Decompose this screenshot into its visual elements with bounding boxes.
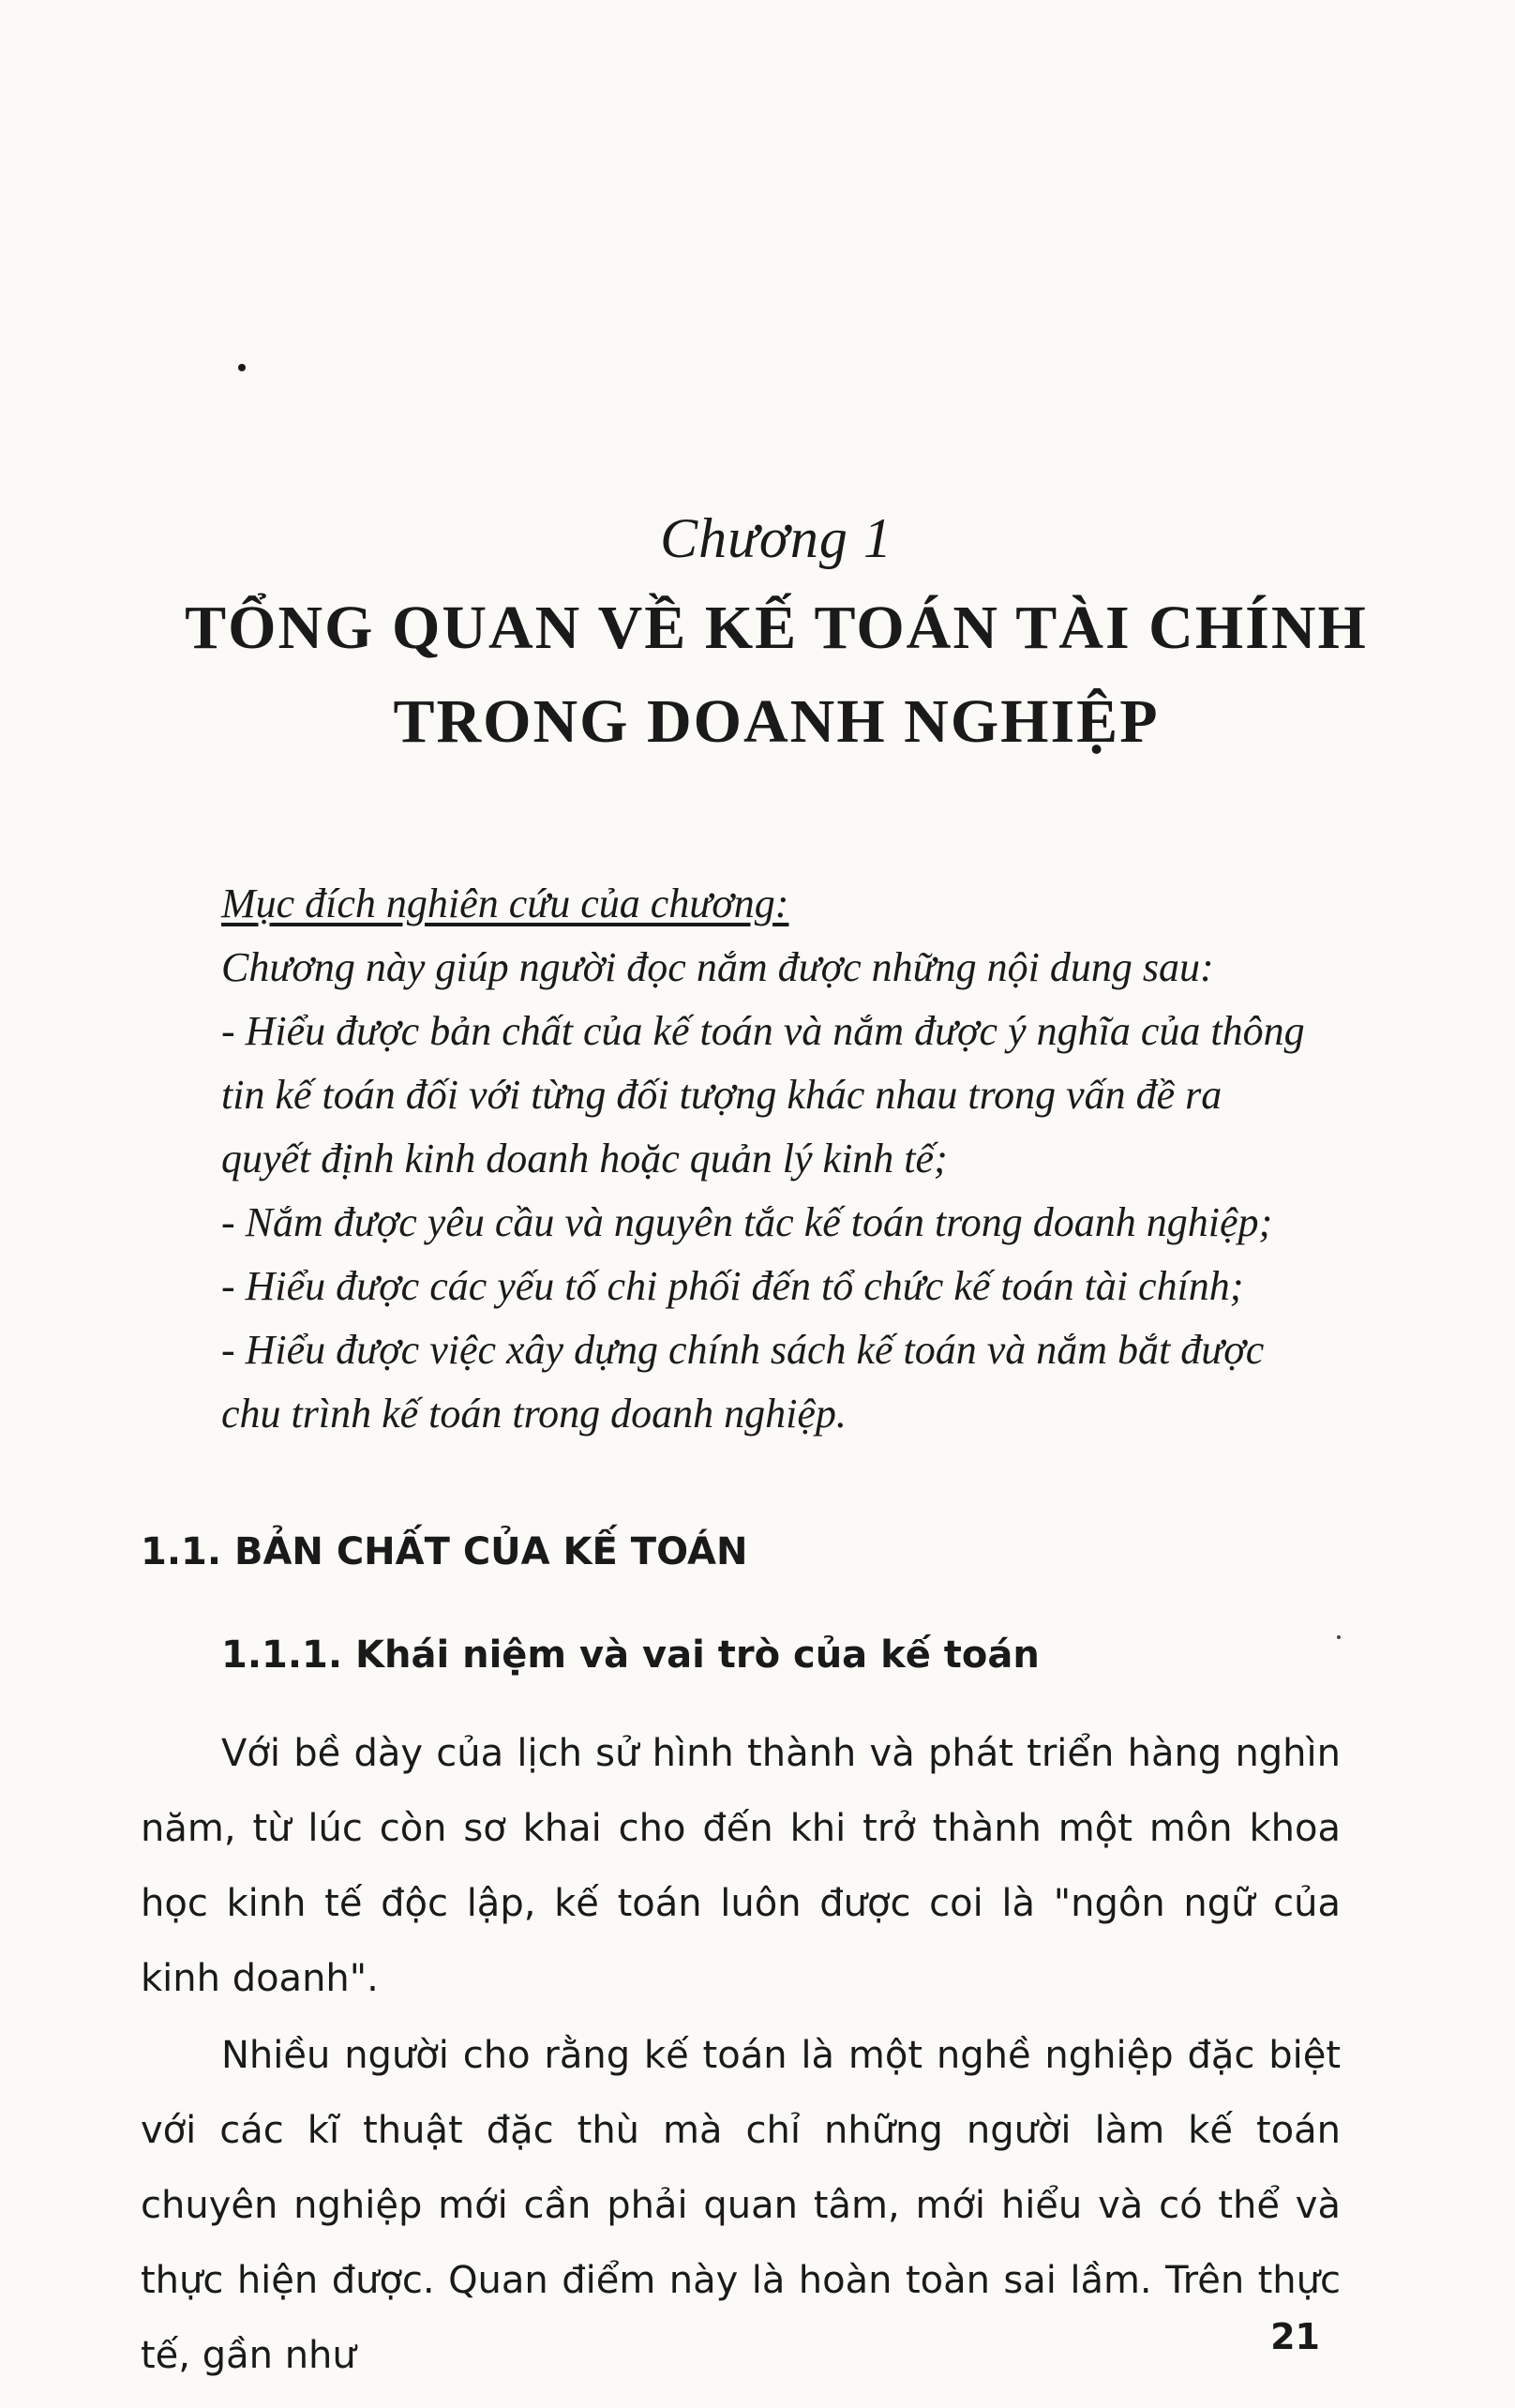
chapter-title xyxy=(19,581,1515,769)
subsection-heading: 1.1.1. Khái niệm và vai trò của kế toán xyxy=(221,1633,1040,1677)
paragraph-text: Với bề dày của lịch sử hình thành và phát triển hàng nghìn năm, từ lúc còn sơ khai cho đến khi trở thành một môn khoa học kinh tế độc lập, kế toán luôn được coi là "ngôn ngữ của kinh doanh". xyxy=(141,1732,1341,2000)
objectives-line: - Hiểu được các yếu tố chi phối đến tổ chức kế toán tài chính; xyxy=(221,1263,1244,1309)
ink-speck xyxy=(1337,1635,1341,1639)
chapter-title-line-2: TRONG DOANH NGHIỆP xyxy=(393,687,1160,756)
objectives-line: - Nắm được yêu cầu và nguyên tắc kế toán trong doanh nghiệp; xyxy=(221,1199,1273,1245)
body-paragraph xyxy=(141,1716,1341,2016)
objectives-line: Chương này giúp người đọc nắm được những nội dung sau: xyxy=(221,944,1214,990)
paragraph-text: Nhiều người cho rằng kế toán là một nghề nghiệp đặc biệt với các kĩ thuật đặc thù mà chỉ những người làm kế toán chuyên nghiệp mới cần phải quan tâm, mới hiểu và có thể và thực hiện được. Quan điểm này là hoàn toàn sai lầm. Trên thực tế, gần như xyxy=(141,2034,1341,2377)
chapter-label: Chương 1 xyxy=(660,507,892,569)
objectives-line: chu trình kế toán trong doanh nghiệp. xyxy=(221,1391,847,1437)
objectives-line: quyết định kinh doanh hoặc quản lý kinh tế; xyxy=(221,1136,948,1181)
chapter-objectives xyxy=(221,872,1365,1446)
section-heading: 1.1. BẢN CHẤT CỦA KẾ TOÁN xyxy=(141,1530,748,1573)
objectives-heading: Mục đích nghiên cứu của chương: xyxy=(221,880,789,926)
objectives-line: tin kế toán đối với từng đối tượng khác nhau trong vấn đề ra xyxy=(221,1072,1222,1118)
chapter-title-line-1: TỔNG QUAN VỀ KẾ TOÁN TÀI CHÍNH xyxy=(185,594,1368,662)
body-paragraph xyxy=(141,2018,1341,2393)
objectives-line: - Hiểu được việc xây dựng chính sách kế toán và nắm bắt được xyxy=(221,1327,1265,1373)
page-number: 21 xyxy=(1270,2316,1320,2357)
ink-dot xyxy=(238,364,246,371)
objectives-line: - Hiểu được bản chất của kế toán và nắm được ý nghĩa của thông xyxy=(221,1008,1305,1054)
